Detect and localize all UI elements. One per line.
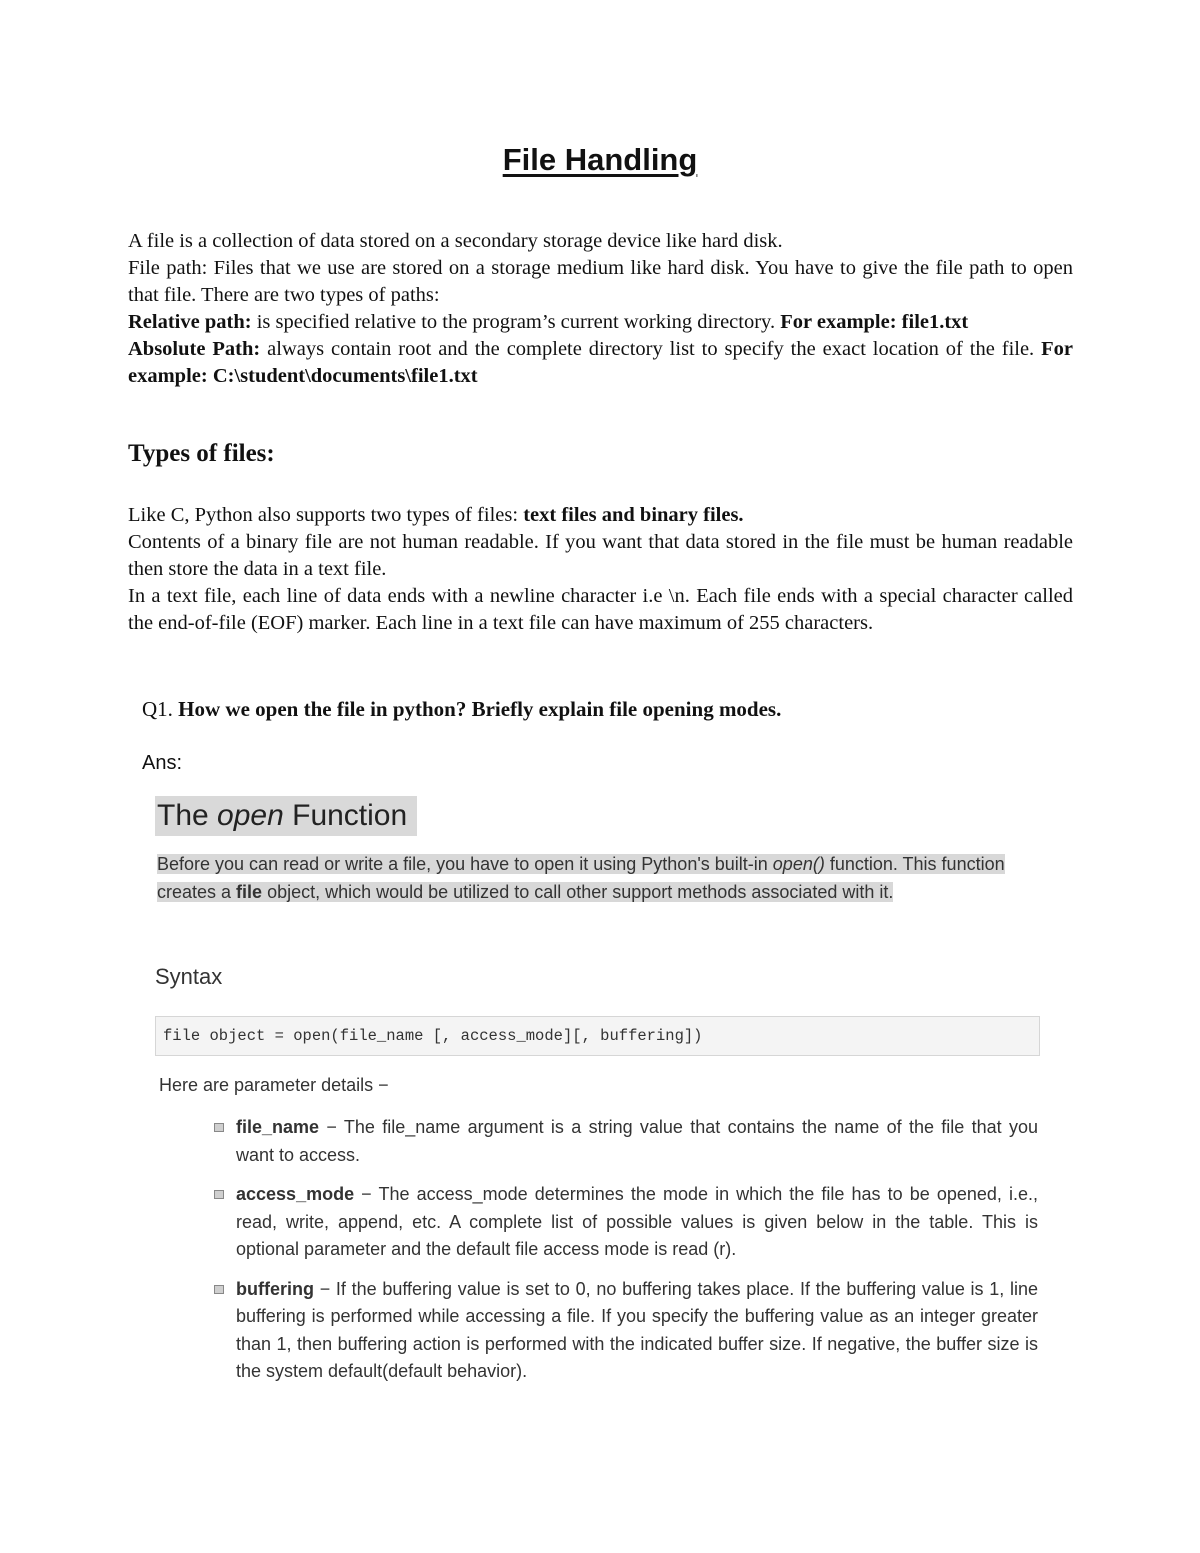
open-intro-text-3: object, which would be utilized to call other support methods associated with it. (262, 881, 894, 902)
open-intro-em: open() (772, 854, 825, 874)
param-desc: − If the buffering value is set to 0, no buffering takes place. If the buffering value is 1, line buffering is performed while accessing a file. If you specify the buffering value as an integer greater than 1, then buffering action is performed with the indicated buffer size. If negative, the buffer size is the system default(default behavior). (236, 1278, 1038, 1381)
params-intro: Here are parameter details − (159, 1075, 389, 1095)
intro-line: A file is a collection of data stored on a secondary storage device like hard disk. (128, 230, 783, 252)
relative-path-paragraph (128, 309, 1073, 336)
syntax-heading: Syntax (155, 964, 223, 989)
list-item (212, 1181, 1038, 1264)
types-p1-text: Like C, Python also supports two types of files: (128, 504, 524, 526)
types-p1-bold: text files and binary files. (523, 504, 744, 526)
types-paragraph-1 (128, 502, 1073, 529)
file-path-paragraph: File path: Files that we use are stored on a storage medium like hard disk. You have to give the file path to open that file. There are two types of paths: (128, 257, 1073, 306)
param-list (212, 1114, 1038, 1398)
param-name: file_name (236, 1117, 320, 1137)
types-section (128, 502, 1073, 637)
intro-section (128, 228, 1073, 390)
answer-label: Ans: (142, 752, 183, 774)
syntax-code-block: file object = open(file_name [, access_mode][, buffering]) (155, 1016, 1040, 1056)
open-function-intro (157, 851, 1041, 906)
list-item (212, 1114, 1038, 1169)
relative-path-text: is specified relative to the program’s current working directory. (251, 311, 781, 333)
types-heading: Types of files: (128, 440, 275, 467)
bullet-icon (214, 1123, 224, 1132)
open-intro-text-2: function. This function creates a (157, 854, 1005, 902)
param-desc: − The access_mode determines the mode in which the file has to be opened, i.e., read, write, append, etc. A complete list of possible values is given below in the table. This is optional parameter and the default file access mode is read (r). (236, 1184, 1038, 1259)
bullet-icon (214, 1285, 224, 1294)
question-number: Q1. (142, 697, 173, 721)
open-intro-bold: file (236, 881, 263, 902)
param-desc: − The file_name argument is a string value that contains the name of the file that you want to access. (236, 1117, 1038, 1165)
absolute-path-example: For example: C:\student\documents\file1.txt (128, 338, 1073, 387)
open-heading-pre: The (157, 799, 218, 832)
relative-path-label: Relative path: (128, 311, 252, 333)
open-heading-em: open (217, 799, 284, 832)
question-1 (142, 697, 781, 722)
absolute-path-paragraph (128, 336, 1073, 390)
absolute-path-text: always contain root and the complete directory list to specify the exact location of the file. (260, 338, 1042, 360)
relative-path-example: For example: file1.txt (780, 311, 969, 333)
open-heading-post: Function (283, 799, 408, 832)
open-intro-text-1: Before you can read or write a file, you have to open it using Python's built-in (157, 854, 773, 874)
absolute-path-label: Absolute Path: (128, 338, 261, 360)
question-text: How we open the file in python? Briefly explain file opening modes. (178, 697, 782, 721)
types-paragraph-2: Contents of a binary file are not human readable. If you want that data stored in the file must be human readable then store the data in a text file. (128, 531, 1073, 580)
param-name: access_mode (236, 1184, 355, 1204)
page-title: File Handling (502, 142, 698, 177)
open-intro-highlight (157, 854, 1005, 902)
open-function-heading (155, 796, 417, 836)
list-item (212, 1276, 1038, 1386)
bullet-icon (214, 1190, 224, 1199)
types-paragraph-3: In a text file, each line of data ends with a newline character i.e \n. Each file ends with a special character called the end-of-file (EOF) marker. Each line in a text file can have maximum of 255 characters. (128, 585, 1073, 634)
param-name: buffering (236, 1278, 314, 1299)
